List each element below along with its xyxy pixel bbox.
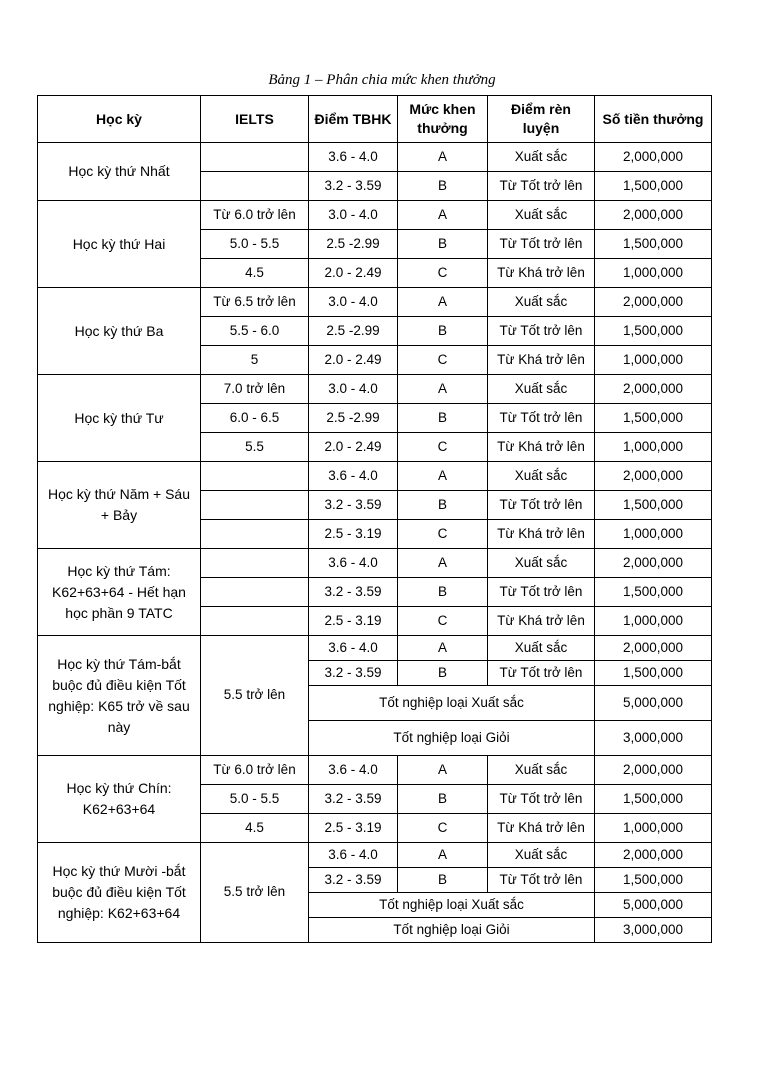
tbhk-cell: 2.5 - 3.19: [309, 607, 398, 636]
ielts-cell: [201, 462, 309, 491]
amount-cell: 2,000,000: [595, 549, 712, 578]
header-diem-tbhk: Điểm TBHK: [309, 96, 398, 143]
ielts-cell: Từ 6.5 trở lên: [201, 288, 309, 317]
conduct-cell: Từ Tốt trở lên: [488, 868, 595, 893]
tbhk-cell: 2.0 - 2.49: [309, 259, 398, 288]
level-cell: B: [398, 491, 488, 520]
amount-cell: 2,000,000: [595, 201, 712, 230]
conduct-cell: Xuất sắc: [488, 462, 595, 491]
conduct-cell: Từ Khá trở lên: [488, 814, 595, 843]
conduct-cell: Từ Tốt trở lên: [488, 230, 595, 259]
conduct-cell: Từ Tốt trở lên: [488, 317, 595, 346]
ielts-cell: 6.0 - 6.5: [201, 404, 309, 433]
conduct-cell: Từ Tốt trở lên: [488, 404, 595, 433]
amount-cell: 3,000,000: [595, 918, 712, 943]
semester-cell: Học kỳ thứ Ba: [38, 288, 201, 375]
amount-cell: 5,000,000: [595, 893, 712, 918]
conduct-cell: Từ Khá trở lên: [488, 433, 595, 462]
amount-cell: 1,500,000: [595, 230, 712, 259]
ielts-cell: 5: [201, 346, 309, 375]
ielts-cell: 5.0 - 5.5: [201, 785, 309, 814]
level-cell: A: [398, 462, 488, 491]
level-cell: A: [398, 143, 488, 172]
level-cell: B: [398, 868, 488, 893]
amount-cell: 1,000,000: [595, 814, 712, 843]
tbhk-cell: 3.2 - 3.59: [309, 491, 398, 520]
ielts-cell: [201, 578, 309, 607]
level-cell: C: [398, 814, 488, 843]
semester-cell: Học kỳ thứ Tám: K62+63+64 - Hết hạn học phần 9 TATC: [38, 549, 201, 636]
amount-cell: 2,000,000: [595, 636, 712, 661]
conduct-cell: Xuất sắc: [488, 201, 595, 230]
amount-cell: 5,000,000: [595, 686, 712, 721]
level-cell: B: [398, 230, 488, 259]
ielts-cell: [201, 549, 309, 578]
ielts-cell: 4.5: [201, 259, 309, 288]
tbhk-cell: 2.5 -2.99: [309, 404, 398, 433]
conduct-cell: Từ Khá trở lên: [488, 520, 595, 549]
ielts-cell: Từ 6.0 trở lên: [201, 201, 309, 230]
tbhk-cell: 2.5 - 3.19: [309, 814, 398, 843]
amount-cell: 1,500,000: [595, 317, 712, 346]
conduct-cell: Từ Tốt trở lên: [488, 661, 595, 686]
graduation-label-cell: Tốt nghiệp loại Xuất sắc: [309, 686, 595, 721]
tbhk-cell: 3.0 - 4.0: [309, 201, 398, 230]
amount-cell: 2,000,000: [595, 756, 712, 785]
amount-cell: 1,000,000: [595, 520, 712, 549]
table-row: [38, 462, 712, 491]
tbhk-cell: 3.6 - 4.0: [309, 843, 398, 868]
ielts-cell: 7.0 trở lên: [201, 375, 309, 404]
amount-cell: 1,500,000: [595, 172, 712, 201]
level-cell: A: [398, 756, 488, 785]
tbhk-cell: 2.5 - 3.19: [309, 520, 398, 549]
ielts-cell: [201, 607, 309, 636]
conduct-cell: Từ Tốt trở lên: [488, 578, 595, 607]
ielts-cell: [201, 491, 309, 520]
tbhk-cell: 3.6 - 4.0: [309, 143, 398, 172]
semester-cell: Học kỳ thứ Tư: [38, 375, 201, 462]
tbhk-cell: 3.6 - 4.0: [309, 636, 398, 661]
table-row: [38, 288, 712, 317]
tbhk-cell: 3.2 - 3.59: [309, 172, 398, 201]
ielts-cell: 5.5: [201, 433, 309, 462]
tbhk-cell: 3.2 - 3.59: [309, 785, 398, 814]
graduation-label-cell: Tốt nghiệp loại Xuất sắc: [309, 893, 595, 918]
tbhk-cell: 3.6 - 4.0: [309, 462, 398, 491]
level-cell: A: [398, 201, 488, 230]
amount-cell: 1,500,000: [595, 491, 712, 520]
level-cell: A: [398, 375, 488, 404]
tbhk-cell: 2.5 -2.99: [309, 317, 398, 346]
conduct-cell: Xuất sắc: [488, 756, 595, 785]
tbhk-cell: 3.6 - 4.0: [309, 549, 398, 578]
ielts-cell: 5.5 - 6.0: [201, 317, 309, 346]
semester-cell: Học kỳ thứ Hai: [38, 201, 201, 288]
conduct-cell: Xuất sắc: [488, 288, 595, 317]
level-cell: B: [398, 317, 488, 346]
conduct-cell: Xuất sắc: [488, 549, 595, 578]
ielts-cell: 5.5 trở lên: [201, 843, 309, 943]
conduct-cell: Từ Tốt trở lên: [488, 491, 595, 520]
conduct-cell: Từ Khá trở lên: [488, 346, 595, 375]
header-hoc-ky: Học kỳ: [38, 96, 201, 143]
tbhk-cell: 2.0 - 2.49: [309, 346, 398, 375]
header-so-tien-thuong: Số tiền thưởng: [595, 96, 712, 143]
level-cell: B: [398, 172, 488, 201]
amount-cell: 1,500,000: [595, 785, 712, 814]
header-row: [38, 96, 712, 143]
level-cell: B: [398, 661, 488, 686]
tbhk-cell: 3.2 - 3.59: [309, 578, 398, 607]
semester-cell: Học kỳ thứ Mười -bắt buộc đủ điều kiện Tốt nghiệp: K62+63+64: [38, 843, 201, 943]
level-cell: C: [398, 433, 488, 462]
level-cell: A: [398, 288, 488, 317]
table-row: [38, 756, 712, 785]
tbhk-cell: 3.6 - 4.0: [309, 756, 398, 785]
amount-cell: 1,000,000: [595, 259, 712, 288]
tbhk-cell: 2.5 -2.99: [309, 230, 398, 259]
semester-cell: Học kỳ thứ Tám-bắt buộc đủ điều kiện Tốt nghiệp: K65 trở về sau này: [38, 636, 201, 756]
semester-cell: Học kỳ thứ Chín: K62+63+64: [38, 756, 201, 843]
conduct-cell: Từ Tốt trở lên: [488, 785, 595, 814]
tbhk-cell: 3.0 - 4.0: [309, 288, 398, 317]
amount-cell: 1,000,000: [595, 346, 712, 375]
ielts-cell: 5.0 - 5.5: [201, 230, 309, 259]
amount-cell: 1,500,000: [595, 578, 712, 607]
table-row: [38, 375, 712, 404]
amount-cell: 1,000,000: [595, 607, 712, 636]
amount-cell: 1,500,000: [595, 404, 712, 433]
graduation-label-cell: Tốt nghiệp loại Giỏi: [309, 721, 595, 756]
header-muc-khen-thuong: Mức khen thưởng: [398, 96, 488, 143]
ielts-cell: Từ 6.0 trở lên: [201, 756, 309, 785]
conduct-cell: Từ Khá trở lên: [488, 607, 595, 636]
ielts-cell: [201, 520, 309, 549]
header-diem-ren-luyen: Điểm rèn luyện: [488, 96, 595, 143]
level-cell: C: [398, 346, 488, 375]
table-row: [38, 549, 712, 578]
header-ielts: IELTS: [201, 96, 309, 143]
level-cell: C: [398, 607, 488, 636]
tbhk-cell: 3.0 - 4.0: [309, 375, 398, 404]
graduation-label-cell: Tốt nghiệp loại Giỏi: [309, 918, 595, 943]
table-row: [38, 143, 712, 172]
amount-cell: 2,000,000: [595, 462, 712, 491]
table-row: [38, 843, 712, 868]
conduct-cell: Từ Khá trở lên: [488, 259, 595, 288]
amount-cell: 2,000,000: [595, 375, 712, 404]
amount-cell: 2,000,000: [595, 843, 712, 868]
conduct-cell: Xuất sắc: [488, 843, 595, 868]
table-row: [38, 201, 712, 230]
tbhk-cell: 3.2 - 3.59: [309, 868, 398, 893]
conduct-cell: Xuất sắc: [488, 636, 595, 661]
level-cell: C: [398, 259, 488, 288]
ielts-cell: 5.5 trở lên: [201, 636, 309, 756]
semester-cell: Học kỳ thứ Năm + Sáu + Bảy: [38, 462, 201, 549]
level-cell: A: [398, 636, 488, 661]
level-cell: B: [398, 404, 488, 433]
ielts-cell: 4.5: [201, 814, 309, 843]
amount-cell: 2,000,000: [595, 288, 712, 317]
semester-cell: Học kỳ thứ Nhất: [38, 143, 201, 201]
level-cell: B: [398, 785, 488, 814]
amount-cell: 1,500,000: [595, 661, 712, 686]
conduct-cell: Xuất sắc: [488, 143, 595, 172]
level-cell: A: [398, 843, 488, 868]
ielts-cell: [201, 172, 309, 201]
amount-cell: 2,000,000: [595, 143, 712, 172]
table-row: [38, 636, 712, 661]
amount-cell: 1,000,000: [595, 433, 712, 462]
conduct-cell: Từ Tốt trở lên: [488, 172, 595, 201]
tbhk-cell: 2.0 - 2.49: [309, 433, 398, 462]
amount-cell: 1,500,000: [595, 868, 712, 893]
tbhk-cell: 3.2 - 3.59: [309, 661, 398, 686]
reward-table: [37, 95, 712, 943]
ielts-cell: [201, 143, 309, 172]
amount-cell: 3,000,000: [595, 721, 712, 756]
level-cell: C: [398, 520, 488, 549]
conduct-cell: Xuất sắc: [488, 375, 595, 404]
level-cell: A: [398, 549, 488, 578]
level-cell: B: [398, 578, 488, 607]
table-caption: Bảng 1 – Phân chia mức khen thưởng: [268, 72, 496, 88]
